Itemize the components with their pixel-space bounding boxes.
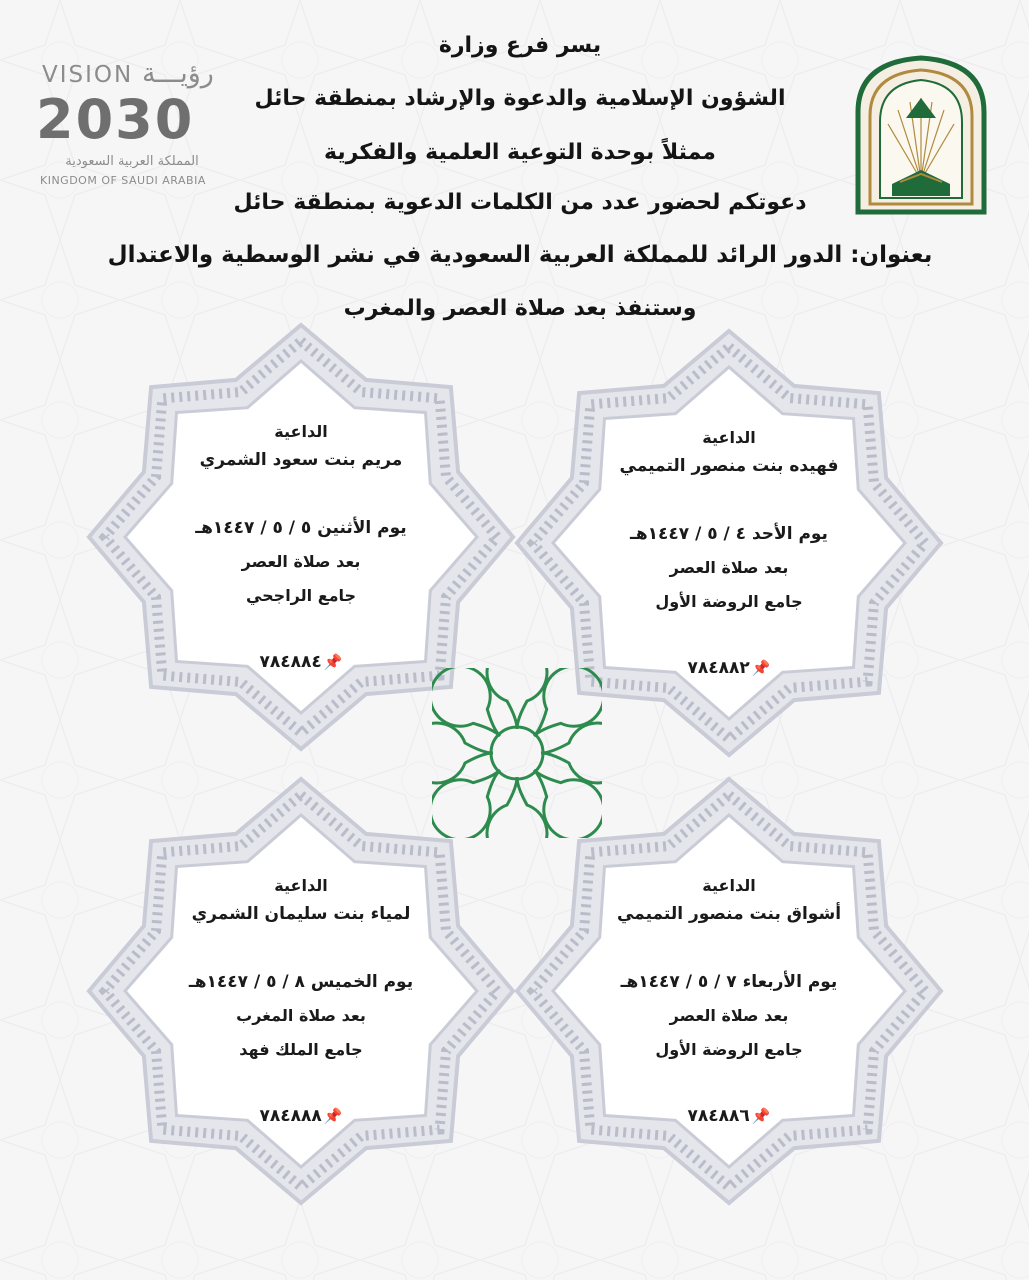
card-mosque: جامع الروضة الأول [655, 1040, 803, 1059]
card-code [574, 1106, 884, 1126]
lecture-card [514, 776, 944, 1206]
card-code [146, 652, 456, 672]
intro-line-5-title: بعنوان: الدور الرائد للمملكة العربية السعودية في نشر الوسطية والاعتدال [107, 242, 933, 268]
intro-line-1: يسر فرع وزارة [438, 33, 602, 58]
card-title: الداعية [274, 876, 328, 895]
intro-line-6: وستنفذ بعد صلاة العصر والمغرب [343, 296, 697, 321]
knot-loop [541, 723, 602, 783]
vision-word: VISION [42, 62, 134, 88]
card-time: بعد صلاة العصر [241, 552, 361, 571]
vision-kingdom-arabic: المملكة العربية السعودية [65, 154, 199, 169]
knot-loop [487, 777, 547, 838]
card-mosque: جامع الراجحي [245, 586, 357, 605]
vision-kingdom-english: KINGDOM OF SAUDI ARABIA [40, 174, 206, 187]
vision-year: 2030 [36, 88, 195, 151]
knot-loop [513, 668, 602, 757]
pin-icon: 📌 [751, 1107, 771, 1125]
card-code-value: ٧٨٤٨٨٢ [687, 658, 750, 678]
green-knot-ornament-icon [432, 668, 602, 838]
card-time: بعد صلاة العصر [669, 558, 789, 577]
card-code [146, 1106, 456, 1126]
lecture-card [86, 776, 516, 1206]
card-speaker-name: مريم بنت سعود الشمري [199, 450, 403, 470]
knot-loop [432, 723, 493, 783]
card-date: يوم الأحد ٤ / ٥ / ١٤٤٧هـ [630, 524, 828, 544]
intro-line-3: ممثلاً بوحدة التوعية العلمية والفكرية [324, 140, 716, 165]
intro-line-4: دعوتكم لحضور عدد من الكلمات الدعوية بمنطقة حائل [233, 190, 807, 215]
card-date: يوم الأربعاء ٧ / ٥ / ١٤٤٧هـ [620, 972, 838, 992]
vision-2030-logo [34, 58, 234, 192]
card-title: الداعية [702, 428, 756, 447]
knot-loop [432, 749, 521, 838]
card-time: بعد صلاة المغرب [236, 1006, 366, 1025]
pin-icon: 📌 [751, 659, 771, 677]
card-title: الداعية [702, 876, 756, 895]
knot-loop [487, 668, 547, 729]
card-date: يوم الأثنين ٥ / ٥ / ١٤٤٧هـ [195, 518, 407, 538]
card-code [574, 658, 884, 678]
card-code-value: ٧٨٤٨٨٤ [259, 652, 322, 672]
card-mosque: جامع الروضة الأول [655, 592, 803, 611]
card-time: بعد صلاة العصر [669, 1006, 789, 1025]
card-speaker-name: أشواق بنت منصور التميمي [616, 904, 842, 924]
intro-line-2: الشؤون الإسلامية والدعوة والإرشاد بمنطقة حائل [254, 86, 786, 111]
vision-arabic-word: رؤيـــة [142, 58, 214, 89]
card-speaker-name: فهيده بنت منصور التميمي [619, 456, 839, 476]
card-code-value: ٧٨٤٨٨٨ [259, 1106, 322, 1126]
card-date: يوم الخميس ٨ / ٥ / ١٤٤٧هـ [188, 972, 414, 992]
card-speaker-name: لمياء بنت سليمان الشمري [191, 904, 411, 924]
card-mosque: جامع الملك فهد [239, 1040, 363, 1059]
knot-loop [432, 668, 521, 757]
card-code-value: ٧٨٤٨٨٦ [687, 1106, 750, 1126]
pin-icon: 📌 [323, 1107, 343, 1125]
card-title: الداعية [274, 422, 328, 441]
knot-center-ring [491, 727, 543, 779]
pin-icon: 📌 [323, 653, 343, 671]
knot-loop [513, 749, 602, 838]
